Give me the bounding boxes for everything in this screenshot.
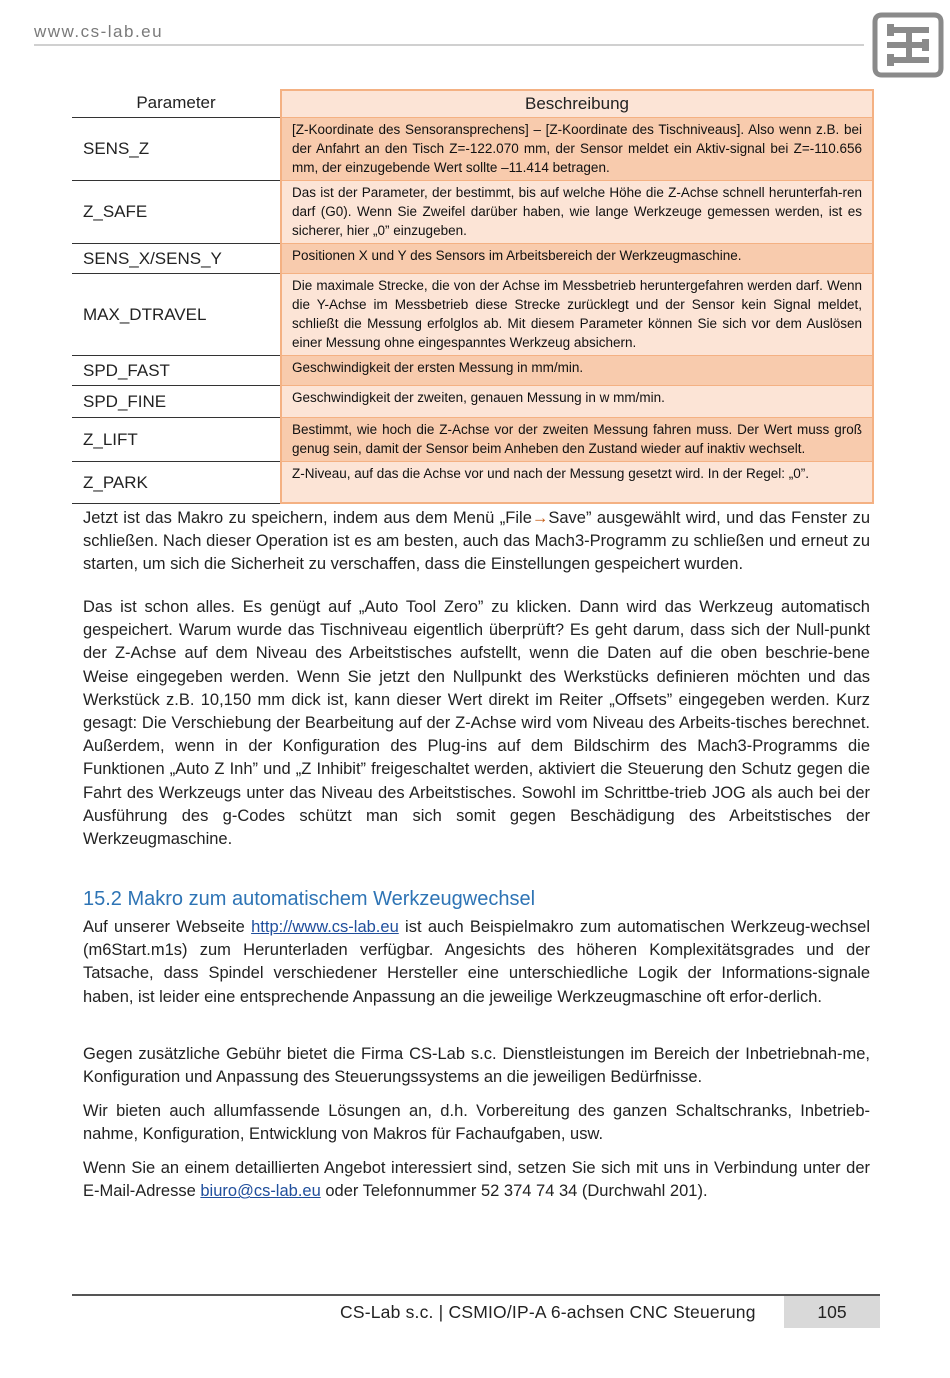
table-row [72, 386, 874, 418]
table-row [72, 356, 874, 386]
param-name: Z_PARK [72, 462, 280, 504]
table-row [72, 274, 874, 356]
param-description: Geschwindigkeit der ersten Messung in mm/min. [280, 356, 874, 386]
paragraph-services: Gegen zusätzliche Gebühr bietet die Firma CS-Lab s.c. Dienstleistungen im Bereich der Inbetriebnah-me, Konfiguration und Anpassung des Steuerungssystems an die jeweiligen Bedürfnisse. [83, 1045, 870, 1087]
cs-lab-logo [872, 12, 944, 78]
section-heading: 15.2 Makro zum automatischem Werkzeugwechsel [83, 888, 536, 910]
table-row [72, 418, 874, 462]
right-arrow-icon: → [531, 509, 549, 527]
param-name: Z_SAFE [72, 181, 280, 244]
table-row [72, 118, 874, 181]
param-name: MAX_DTRAVEL [72, 274, 280, 356]
param-name: SENS_Z [72, 118, 280, 181]
table-row [72, 181, 874, 244]
header-rule [34, 44, 864, 46]
paragraph-tool-change-macro: Auf unserer Webseite http://www.cs-lab.eu ist auch Beispielmakro zum automatischen Werkzeug-wechsel (m6Start.m1s) zum Herunterladen verfügbar. Angesichts des höheren Komplexitätsgrades und der Tatsache, dass Spindel verschiedener Hersteller eine unterschiedliche Logik der Informations-signale haben, ist leider eine entsprechende Anpassung an die jeweilige Werkzeugmaschine oft erfor-derlich. [83, 918, 870, 1006]
param-name: SPD_FINE [72, 386, 280, 418]
param-description: Bestimmt, wie hoch die Z-Achse vor der zweiten Messung fahren muss. Der Wert muss groß genug sein, damit der Sensor beim Anheben den Zustand wieder auf inaktiv wechselt. [280, 418, 874, 462]
param-description: Geschwindigkeit der zweiten, genauen Messung in w mm/min. [280, 386, 874, 418]
website-link[interactable]: http://www.cs-lab.eu [251, 918, 399, 936]
header-url: www.cs-lab.eu [34, 22, 164, 41]
table-row [72, 244, 874, 274]
column-header-description: Beschreibung [280, 89, 874, 118]
param-name: Z_LIFT [72, 418, 280, 462]
table-row [72, 462, 874, 504]
param-name: SPD_FAST [72, 356, 280, 386]
parameter-table [72, 89, 874, 504]
param-description: Die maximale Strecke, die von der Achse im Messbetrieb heruntergefahren werden darf. Wenn die Y-Achse im Messbetrieb diese Strecke zurücklegt und der Sensor kein Signal meldet, schließt die Messung erfolglos ab. Mit diesem Parameter können Sie sich vor dem Auslösen einer Messung ohne eingespanntes Werkzeug absichern. [280, 274, 874, 356]
page-number: 105 [784, 1296, 880, 1328]
param-description: [Z-Koordinate des Sensoransprechens] – [Z-Koordinate des Tischniveaus]. Also wenn z.B. bei der Anfahrt an den Tisch Z=-122.070 mm, der Sensor meldet ein Aktiv-signal bei Z=-110.656 mm, der einzugebende Wert sollte –11.414 betragen. [280, 118, 874, 181]
paragraph-contact: Wenn Sie an einem detaillierten Angebot interessiert sind, setzen Sie sich mit uns in Verbindung unter der E-Mail-Adresse biuro@cs-lab.eu oder Telefonnummer 52 374 74 34 (Durchwahl 201). [83, 1159, 870, 1201]
column-header-parameter: Parameter [72, 89, 280, 118]
email-link[interactable]: biuro@cs-lab.eu [200, 1182, 321, 1201]
paragraph-auto-tool-zero: Das ist schon alles. Es genügt auf „Auto Tool Zero” zu klicken. Dann wird das Werkzeug automatisch gespeichert. Warum wurde das Tischniveau eigentlich überprüft? Es geht darum, dass sich der Null-punkt der Z-Achse auf dem Niveau des Arbeitstisches aufstellt, wenn die Daten auf die oben beschrie-bene Weise eingegeben werden. Wenn Sie jetzt den Nullpunkt des Werkstücks definieren möchten und das Werkstück z.B. 10,150 mm dick ist, kann dieser Wert direkt im Reiter „Offsets” eingegeben werden. Kurz gesagt: Die Verschiebung der Bearbeitung auf der Z-Achse wird vom Niveau des Arbeits-tisches berechnet. Außerdem, wenn in der Konfiguration des Plug-ins auf dem Bildschirm des Mach3-Programms die Funktionen „Auto Z Inh” und „Z Inhibit” freigeschaltet werden, aktiviert die Steuerung den Schutz gegen die Fahrt des Werkzeugs unter das Niveau des Arbeitstisches. Sowohl im Schrittbe-trieb JOG als auch bei der Ausführung des g-Codes schützt man sich somit gegen Beschädigung des Arbeitstisches der Werkzeugmaschine. [83, 598, 870, 849]
param-name: SENS_X/SENS_Y [72, 244, 280, 274]
param-description: Z-Niveau, auf das die Achse vor und nach der Messung gesetzt wird. In der Regel: „0”. [280, 462, 874, 504]
footer-rule [72, 1294, 880, 1296]
param-description: Das ist der Parameter, der bestimmt, bis auf welche Höhe die Z-Achse schnell herunterfah-ren darf (G0). Wenn Sie Zweifel darüber haben, wie lange Werkzeuge gemessen werden, ist es sicherer, hier „0” einzugeben. [280, 181, 874, 244]
footer-title: CS-Lab s.c. | CSMIO/IP-A 6-achsen CNC Steuerung [340, 1302, 756, 1322]
paragraph-solutions: Wir bieten auch allumfassende Lösungen an, d.h. Vorbereitung des ganzen Schaltschranks, Inbetrieb-nahme, Konfiguration, Entwicklung von Makros für Fachaufgaben, usw. [83, 1102, 870, 1144]
paragraph-save-macro: Jetzt ist das Makro zu speichern, indem aus dem Menü „File→Save” ausgewählt wird, und das Fenster zu schließen. Nach dieser Operation ist es am besten, auch das Mach3-Programm zu schließen und erneut zu starten, um sich die Sicherheit zu verschaffen, dass die Einstellungen gespeichert wurden. [83, 509, 871, 574]
param-description: Positionen X und Y des Sensors im Arbeitsbereich der Werkzeugmaschine. [280, 244, 874, 274]
